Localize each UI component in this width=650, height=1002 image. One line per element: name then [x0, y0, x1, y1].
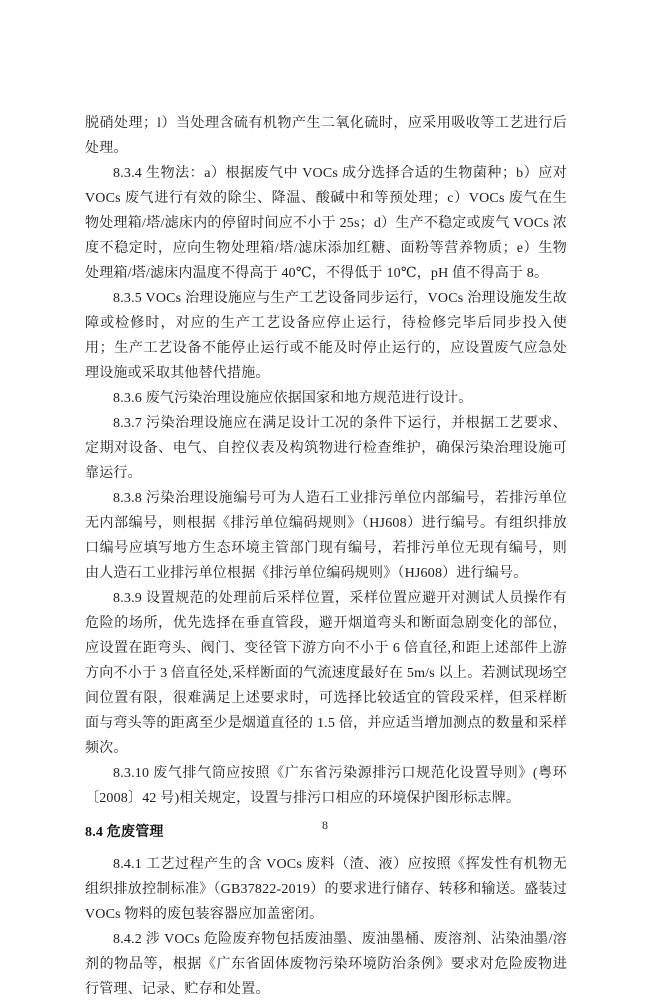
paragraph-continuation: 脱硝处理；l）当处理含硫有机物产生二氧化硫时，应采用吸收等工艺进行后处理。	[85, 116, 567, 156]
section-heading-8-4: 8.4 危废管理	[85, 825, 164, 840]
page-number: 8	[322, 818, 328, 832]
paragraph-8-3-6: 8.3.6 废气污染治理设施应依据国家和地方规范进行设计。	[113, 391, 473, 406]
paragraph-8-3-4: 8.3.4 生物法：a）根据废气中 VOCs 成分选择合适的生物菌种；b）应对 VOCs 废气进行有效的除尘、降温、酸碱中和等预处理；c）VOCs 废气在生物处理箱/塔/滤床内的停留时间应不小于 25s；d）生产不稳定或废气 VOCs 浓度不稳定时，应向生物处理箱/塔/滤床添加红糖、面粉等营养物质；e）生物处理箱/塔/滤床内温度不得高于 40℃，不得低于 10℃，pH 值不得高于 8。	[85, 166, 567, 281]
paragraph-8-3-10: 8.3.10 废气排气筒应按照《广东省污染源排污口规范化设置导则》(粤环〔2008〕42 号)相关规定，设置与排污口相应的环境保护图形标志牌。	[85, 766, 567, 806]
paragraph-8-4-2: 8.4.2 涉 VOCs 危险废弃物包括废油墨、废油墨桶、废溶剂、沾染油墨/溶剂的物品等，根据《广东省固体废物污染环境防治条例》要求对危险废物进行管理、记录、贮存和处置。	[85, 932, 567, 997]
paragraph-8-3-5: 8.3.5 VOCs 治理设施应与生产工艺设备同步运行，VOCs 治理设施发生故障或检修时，对应的生产工艺设备应停止运行，待检修完毕后同步投入使用；生产工艺设备不能停止运行或不能及时停止运行的，应设置废气应急处理设施或采取其他替代措施。	[85, 291, 567, 381]
paragraph-8-4-1: 8.4.1 工艺过程产生的含 VOCs 废料（渣、液）应按照《挥发性有机物无组织排放控制标准》（GB37822-2019）的要求进行储存、转移和输送。盛装过 VOCs 物料的废包装容器应加盖密闭。	[85, 857, 567, 922]
paragraph-8-3-9: 8.3.9 设置规范的处理前后采样位置，采样位置应避开对测试人员操作有危险的场所，优先选择在垂直管段，避开烟道弯头和断面急剧变化的部位，应设置在距弯头、阀门、变径管下游方向不小于 6 倍直径,和距上述部件上游方向不小于 3 倍直径处,采样断面的气流速度最好在 5m/s 以上。若测试现场空间位置有限，很难满足上述要求时，可选择比较适宜的管段采样，但采样断面与弯头等的距离至少是烟道直径的 1.5 倍，并应适当增加测点的数量和采样频次。	[85, 591, 567, 756]
paragraph-8-3-7: 8.3.7 污染治理设施应在满足设计工况的条件下运行，并根据工艺要求、定期对设备、电气、自控仪表及构筑物进行检查维护，确保污染治理设施可靠运行。	[85, 416, 567, 481]
paragraph-8-3-8: 8.3.8 污染治理设施编号可为人造石工业排污单位内部编号，若排污单位无内部编号，则根据《排污单位编码规则》（HJ608）进行编号。有组织排放口编号应填写地方生态环境主管部门现有编号，若排污单位无现有编号，则由人造石工业排污单位根据《排污单位编码规则》（HJ608）进行编号。	[85, 491, 567, 581]
text-content	[85, 111, 567, 1002]
